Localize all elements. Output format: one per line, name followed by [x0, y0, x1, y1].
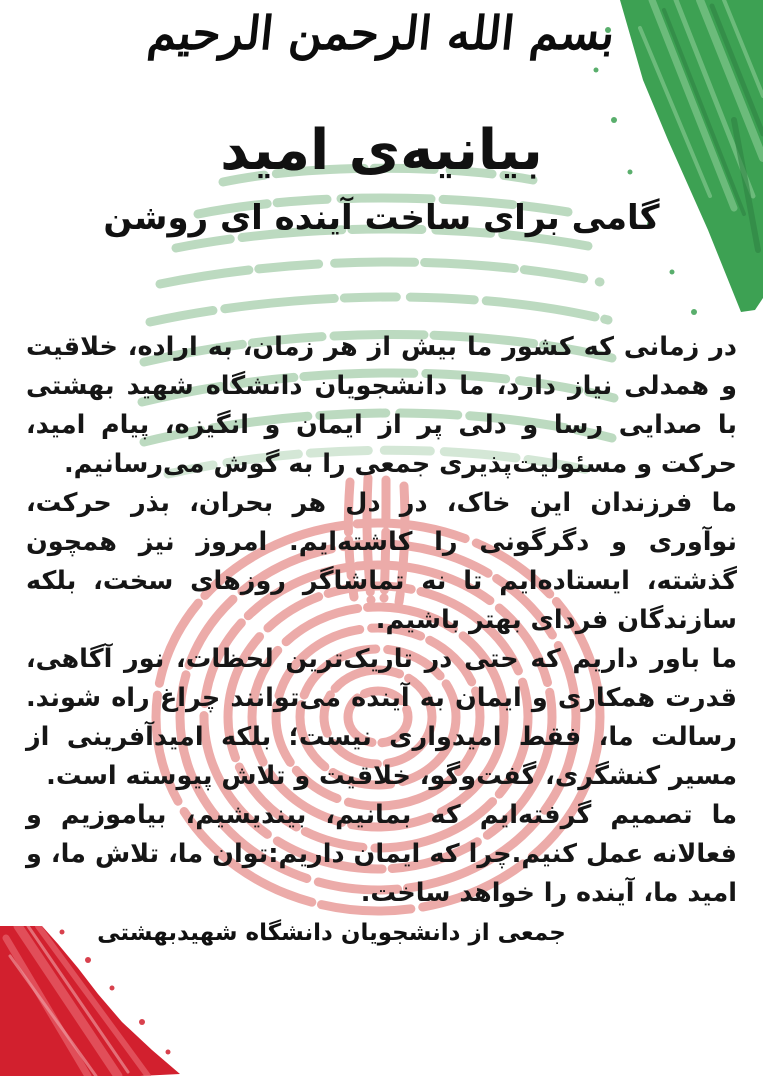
paragraph-3: ما باور داریم که حتی در تاریک‌ترین لحظات، نور آگاهی، قدرت همکاری و ایمان به آینده می‌توانند چراغ راه شوند. رسالت ما، فقط امیدواری نیست؛ بلکه امیدآفرینی از مسیر کنشگری، گفت‌وگو، خلاقیت و تلاش پیوسته است.: [26, 644, 737, 791]
statement-body: [26, 328, 737, 913]
page-subtitle: گامی برای ساخت آینده ای روشن: [103, 198, 660, 238]
paragraph-2: ما فرزندان این خاک، در دل هر بحران، بذر حرکت، نوآوری و دگرگونی را کاشته‌ایم. امروز نیز همچون گذشته، ایستاده‌ایم تا نه تماشاگر روزهای سخت، بلکه سازندگان فردای بهتر باشیم.: [26, 488, 737, 635]
paragraph-1: در زمانی که کشور ما بیش از هر زمان، به اراده، خلاقیت و همدلی نیاز دارد، ما دانشجویان دانشگاه شهید بهشتی با صدایی رسا و دلی پر از ایمان و انگیزه، پیام امید، حرکت و مسئولیت‌پذیری جمعی را به گوش می‌رسانیم.: [26, 332, 737, 479]
signature-line: جمعی از دانشجویان دانشگاه شهیدبهشتی: [97, 920, 566, 946]
bismillah-calligraphy: بسم الله الرحمن الرحیم: [145, 6, 618, 60]
page-title: بیانیه‌ی امید: [220, 118, 543, 183]
paragraph-4: ما تصمیم گرفته‌ایم که بمانیم، بیندیشیم، بیاموزیم و فعالانه عمل کنیم.چرا که ایمان داریم:توان ما، تلاش ما، و امید ما، آینده را خواهد ساخت.: [26, 800, 737, 908]
red-brush-stroke: [0, 926, 200, 1080]
